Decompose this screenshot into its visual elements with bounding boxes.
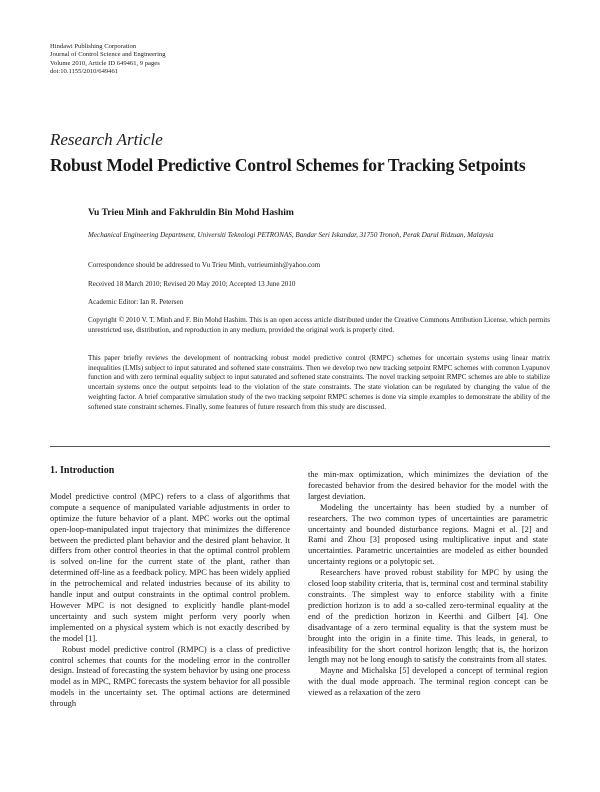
paragraph: the min-max optimization, which minimizes the deviation of the forecasted behavior from the desired behavior for the model with the largest deviation. [308,470,548,501]
paragraph: Model predictive control (MPC) refers to a class of algorithms that compute a sequence of manipulated variable adjustments in order to optimize the future behavior of a plant. MPC works out the optimal open-loop-manipulated input trajectory that minimizes the difference between the predicted plant behavior and the desired plant behavior. It differs from other control theories in that the optimal control problem is solved on-line for the current state of the plant, rather than determined off-line as a feedback policy. MPC has been widely applied in the petrochemical and related industries because of its ability to handle input and output constraints in the optimal control problem. However MPC is not designed to explicitly handle plant-model uncertainty and such system might perform very poorly when implemented on a physical system which is not exactly described by the model [1]. [50,491,290,643]
paper-title: Robust Model Predictive Control Schemes for Tracking Setpoints [50,155,526,175]
copyright-notice: Copyright © 2010 V. T. Minh and F. Bin Mohd Hashim. This is an open access article distributed under the Creative Commons Attribution License, which permits unrestricted use, distribution, and reproduction in any medium, provided the original work is properly cited. [88,316,550,334]
paragraph: Modeling the uncertainty has been studied by a number of researchers. The two common types of uncertainties are parametric uncertainty and bounded disturbance regions. Magni et al. [2] and Rami and Zhou [3] proposed using multiplicative input and state uncertainties. Parametric uncertainties are modeled as either bounded uncertainty regions or a polytopic set. [308,502,548,567]
paragraph: Robust model predictive control (RMPC) is a class of predictive control schemes that counts for the modeling error in the controller design. Instead of forecasting the system behavior by using one process model as in MPC, RMPC forecasts the system behavior for all possible models in the uncertainty set. The optimal actions are determined through [50,644,290,709]
volume-line: Volume 2010, Article ID 649461, 9 pages [50,59,160,67]
academic-editor: Academic Editor: Ian R. Petersen [88,298,184,306]
left-column [50,466,290,710]
journal-header [50,43,166,77]
right-column [308,470,548,699]
affiliation: Mechanical Engineering Department, Universiti Teknologi PETRONAS, Bandar Seri Iskandar, 31750 Tronoh, Perak Darul Ridzuan, Malaysia [88,231,494,239]
article-type: Research Article [50,130,163,149]
doi-line: doi:10.1155/2010/649461 [50,68,119,76]
section-heading: 1. Introduction [50,465,115,476]
paragraph: Researchers have proved robust stability for MPC by using the closed loop stability criteria, that is, terminal cost and terminal stability constraints. The simplest way to enforce stability with a finite prediction horizon is to add a so-called zero-terminal equality at the end of the prediction horizon in Keerthi and Gilbert [4]. One disadvantage of a zero terminal equality is that the system must be brought into the origin in a finite time. This leads, in general, to infeasibility for the short control horizon length; that is, the horizon length may not be long enough to satisfy the constraints from all states. [308,568,548,665]
journal-name-line: Journal of Control Science and Engineering [50,51,166,59]
dates: Received 18 March 2010; Revised 20 May 2010; Accepted 13 June 2010 [88,280,296,288]
publisher-line: Hindawi Publishing Corporation [50,43,137,50]
correspondence: Correspondence should be addressed to Vu Trieu Minh, vutrieuminh@yahoo.com [88,261,321,269]
section-divider [50,446,550,447]
paragraph: Mayne and Michalska [5] developed a concept of terminal region with the dual mode approach. The terminal region concept can be viewed as a relaxation of the zero [308,666,548,698]
abstract: This paper briefly reviews the development of nontracking robust model predictive control (RMPC) schemes for uncertain systems using linear matrix inequalities (LMIs) subject to input saturated and softened state constraints. Then we develop two new tracking setpoint RMPC schemes with common Lyapunov function and with zero terminal equality subject to input saturated and softened state constraints. The novel tracking setpoint RMPC schemes are able to stabilize uncertain systems once the output setpoints lead to the violation of the state constraints. The state violation can be regulated by changing the value of the weighting factor. A brief comparative simulation study of the two tracking setpoint RMPC schemes is done via simple examples to demonstrate the ability of the softened state constraint schemes. Finally, some features of future research from this study are discussed. [88,354,550,411]
authors: Vu Trieu Minh and Fakhruldin Bin Mohd Hashim [88,207,294,218]
